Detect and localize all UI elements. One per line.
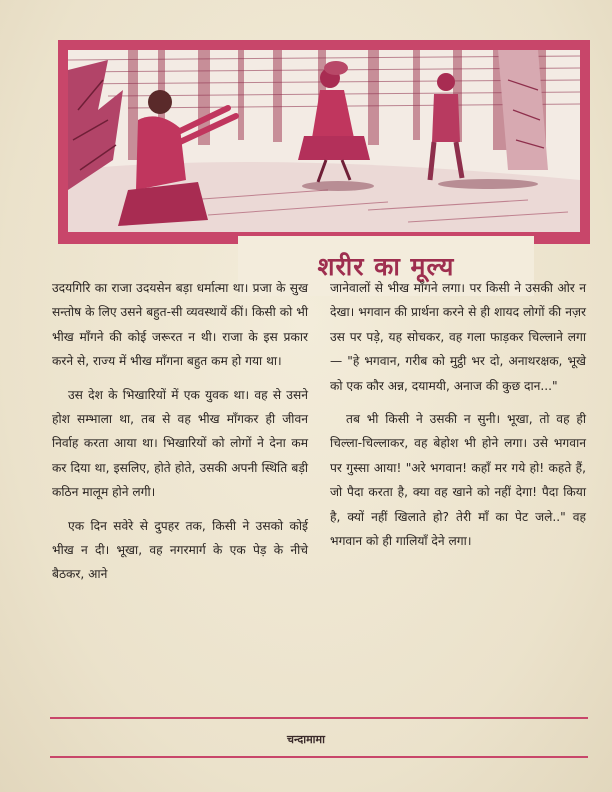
paragraph: उदयगिरि का राजा उदयसेन बड़ा धर्मात्मा था। प्रजा के सुख सन्तोष के लिए उसने बहुत-सी व्यवस्थायें कीं। किसी को भी भीख माँगने की कोई जरूरत न थी। राजा के इस प्रकार करने से, राज्य में भीख माँगना बहुत कम हो गया था। <box>52 281 308 369</box>
left-text-column <box>52 276 308 596</box>
story-illustration <box>68 50 580 232</box>
illustration-frame <box>58 40 590 281</box>
publication-name: चन्दामामा <box>287 733 325 746</box>
footer-rule-top <box>50 717 588 719</box>
paragraph: जानेवालों से भीख माँगने लगा। पर किसी ने उसकी ओर न देखा। भगवान की प्रार्थना करने से ही शायद लोगों की नज़र उस पर पड़े, यह सोचकर, वह गला फाड़कर चिल्लाने लगा— "हे भगवान, गरीब को मुट्ठी भर दो, अनाथरक्षक, भूखे को एक कौर अन्न, दयामयी, अनाज की कुछ दान..." <box>330 281 586 393</box>
paragraph: उस देश के भिखारियों में एक युवक था। वह से उसने होश सम्भाला था, तब से वह भीख माँगकर ही जीवन निर्वाह करता आया था। भिखारियों को लोगों ने देना कम कर दिया था, इसलिए, होते होते, उसकी अपनी स्थिति बड़ी कठिन मालूम होने लगी। <box>52 387 308 500</box>
right-text-column <box>330 276 586 562</box>
paragraph: तब भी किसी ने उसकी न सुनी। भूखा, तो वह ही चिल्ला-चिल्लाकर, वह बेहोश भी होने लगा। उसे भगवान पर गुस्सा आया! "अरे भगवान! कहाँ मर गये हो! कहते हैं, जो पैदा करता है, क्या वह खाने को नहीं देगा! पैदा किया है, क्यों नहीं खिलाते हो? तेरी माँ का पेट जले.." वह भगवान को ही गालियाँ देने लगा। <box>330 412 586 549</box>
paragraph: एक दिन सवेरे से दुपहर तक, किसी ने उसको कोई भीख न दी। भूखा, वह नगरमार्ग के एक पेड़ के नीचे बैठकर, आने <box>52 518 308 582</box>
story-title: शरीर का मूल्य <box>317 252 455 281</box>
footer-rule-bottom <box>50 756 588 758</box>
forest-scene <box>68 50 580 232</box>
